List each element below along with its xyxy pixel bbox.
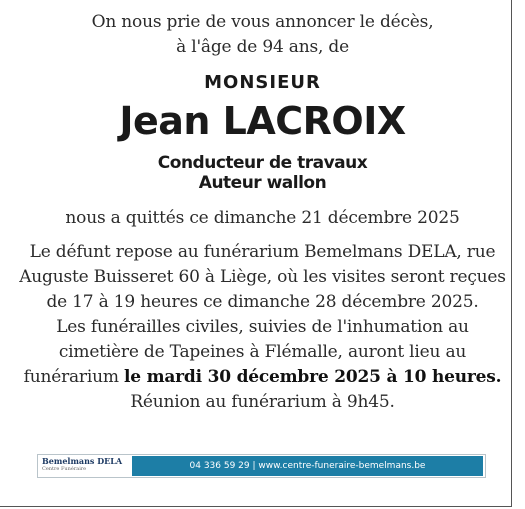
details-line-2: Auguste Buisseret 60 à Liège, où les visites seront reçues <box>19 267 506 287</box>
intro-line-2: à l'âge de 94 ans, de <box>176 37 349 57</box>
details-line-1: Le défunt repose au funérarium Bemelmans DELA, rue <box>29 242 496 262</box>
details-line-5: cimetière de Tapeines à Flémalle, auront lieu au <box>58 342 467 362</box>
logo-name: Bemelmans DELA <box>42 456 123 466</box>
details-line-6-prefix: funérarium <box>23 367 124 387</box>
funeral-datetime: le mardi 30 décembre 2025 à 10 heures. <box>123 367 502 387</box>
details-line-6 <box>0 365 525 390</box>
intro-line-1: On nous prie de vous annoncer le décès, <box>91 12 434 32</box>
funeral-details <box>0 240 525 415</box>
details-line-3: de 17 à 19 heures ce dimanche 28 décembre 2025. <box>46 292 479 312</box>
contact-bar: 04 336 59 29 | www.centre-funeraire-bemelmans.be <box>132 456 483 476</box>
funeral-home-banner <box>37 454 486 478</box>
role-line-2: Auteur wallon <box>198 173 327 193</box>
details-line-4: Les funérailles civiles, suivies de l'inhumation au <box>56 317 469 337</box>
logo-subtitle: Centre Funéraire <box>42 466 87 472</box>
details-line-7: Réunion au funérarium à 9h45. <box>130 392 395 412</box>
deceased-name: Jean LACROIX <box>119 99 406 143</box>
role-line-1: Conducteur de travaux <box>157 153 368 173</box>
announcement-intro <box>0 10 525 60</box>
funeral-home-logo <box>42 457 128 475</box>
deceased-roles <box>0 153 525 193</box>
honorific-title: MONSIEUR <box>204 72 321 93</box>
date-of-death-line: nous a quittés ce dimanche 21 décembre 2025 <box>65 208 460 228</box>
